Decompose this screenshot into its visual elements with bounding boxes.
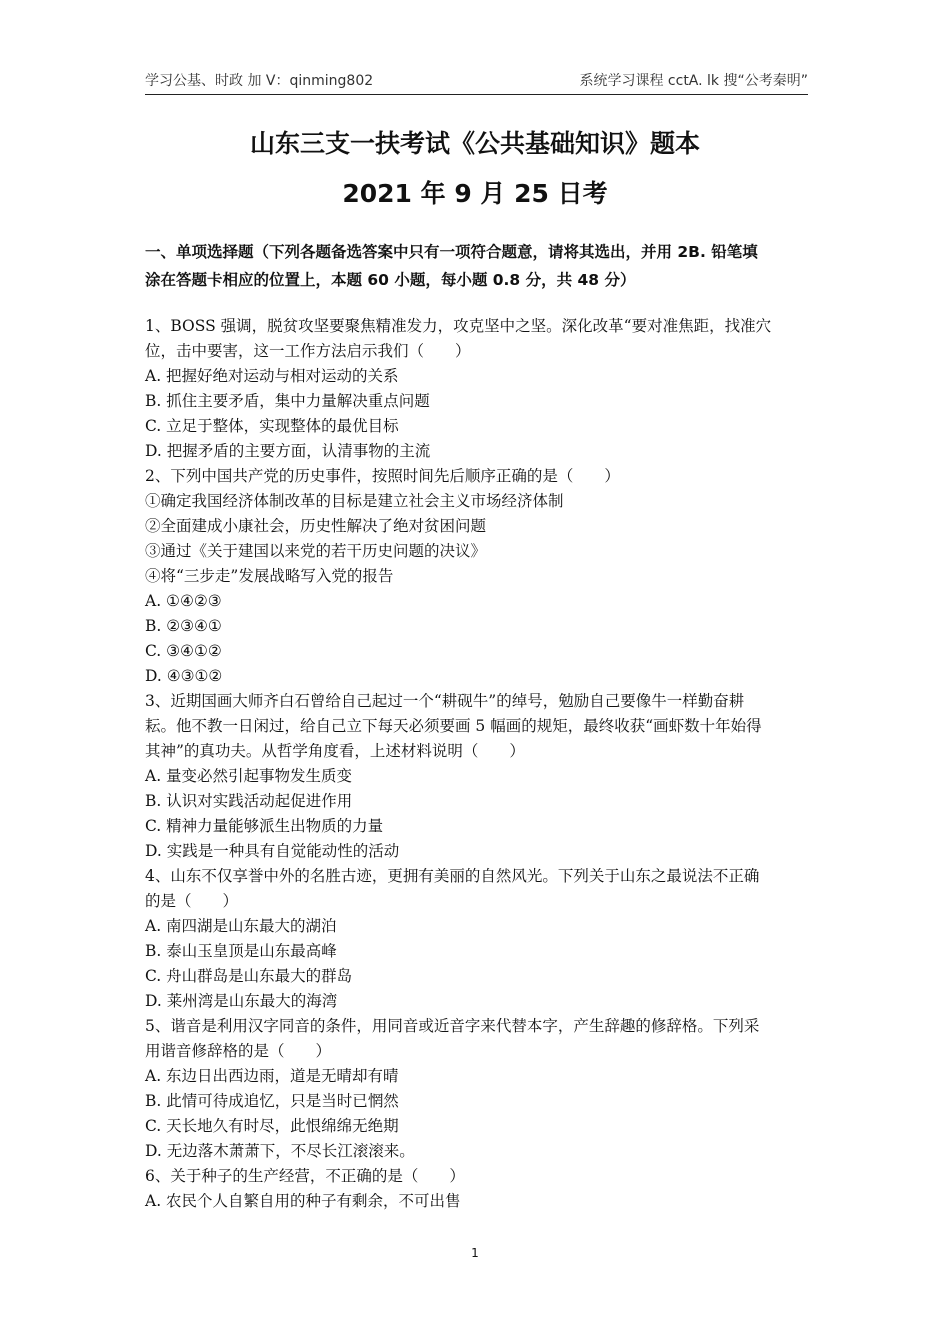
header-left-text: 学习公基、时政 加 V：qinming802 xyxy=(145,73,374,89)
text-line: 5、谐音是利用汉字同音的条件，用同音或近音字来代替本字，产生辞趣的修辞格。下列采 xyxy=(145,1017,760,1035)
text-line: 1、BOSS 强调，脱贫攻坚要聚焦精准发力，攻克坚中之坚。深化改革“要对准焦距，找准穴 xyxy=(145,317,772,335)
text-line: A. ①④②③ xyxy=(145,592,222,610)
document-title: 山东三支一扶考试《公共基础知识》题本 xyxy=(249,129,700,158)
text-line: 6、关于种子的生产经营，不正确的是（ ） xyxy=(145,1167,465,1185)
text-line: C. 舟山群岛是山东最大的群岛 xyxy=(145,967,353,985)
text-line: C. 精神力量能够派生出物质的力量 xyxy=(145,817,384,835)
section-heading-line: 涂在答题卡相应的位置上，本题 60 小题，每小题 0.8 分，共 48 分） xyxy=(145,271,636,289)
page-number: 1 xyxy=(471,1246,479,1260)
question-list xyxy=(145,314,810,1214)
text-line: 用谐音修辞格的是（ ） xyxy=(145,1042,332,1060)
text-line: B. 此情可待成追忆，只是当时已惘然 xyxy=(145,1092,399,1110)
page-header xyxy=(145,66,808,95)
text-line: D. ④③①② xyxy=(145,667,223,685)
text-line: B. 认识对实践活动起促进作用 xyxy=(145,792,353,810)
text-line: 的是（ ） xyxy=(145,892,239,910)
text-line: ③通过《关于建国以来党的若干历史问题的决议》 xyxy=(145,542,487,560)
text-line: ②全面建成小康社会，历史性解决了绝对贫困问题 xyxy=(145,517,487,535)
text-line: C. 立足于整体，实现整体的最优目标 xyxy=(145,417,399,435)
text-line: B. 泰山玉皇顶是山东最高峰 xyxy=(145,942,337,960)
text-line: ④将“三步走”发展战略写入党的报告 xyxy=(145,567,394,585)
text-line: D. 把握矛盾的主要方面，认清事物的主流 xyxy=(145,442,431,460)
section-heading-line: 一、单项选择题（下列各题备选答案中只有一项符合题意，请将其选出，并用 2B. 铅笔填 xyxy=(145,243,758,261)
text-line: D. 实践是一种具有自觉能动性的活动 xyxy=(145,842,400,860)
text-line: 位，击中要害，这一工作方法启示我们（ ） xyxy=(145,342,471,360)
text-line: 其神”的真功夫。从哲学角度看，上述材料说明（ ） xyxy=(145,742,525,760)
text-line: A. 南四湖是山东最大的湖泊 xyxy=(145,917,337,935)
text-line: B. 抓住主要矛盾，集中力量解决重点问题 xyxy=(145,392,430,410)
text-line: A. 东边日出西边雨，道是无晴却有晴 xyxy=(145,1067,399,1085)
text-line: D. 无边落木萧萧下，不尽长江滚滚来。 xyxy=(145,1142,415,1160)
text-line: A. 把握好绝对运动与相对运动的关系 xyxy=(145,367,399,385)
text-line: C. ③④①② xyxy=(145,642,222,660)
text-line: C. 天长地久有时尽，此恨绵绵无绝期 xyxy=(145,1117,399,1135)
section-heading xyxy=(145,238,810,294)
text-line: ①确定我国经济体制改革的目标是建立社会主义市场经济体制 xyxy=(145,492,564,510)
document-date: 2021 年 9 月 25 日考 xyxy=(342,179,608,208)
text-line: 4、山东不仅享誉中外的名胜古迹，更拥有美丽的自然风光。下列关于山东之最说法不正确 xyxy=(145,867,760,885)
text-line: A. 农民个人自繁自用的种子有剩余，不可出售 xyxy=(145,1192,461,1210)
text-line: 2、下列中国共产党的历史事件，按照时间先后顺序正确的是（ ） xyxy=(145,467,620,485)
header-right-text: 系统学习课程 cctA. lk 搜“公考秦明” xyxy=(579,73,808,89)
text-line: A. 量变必然引起事物发生质变 xyxy=(145,767,353,785)
text-line: D. 莱州湾是山东最大的海湾 xyxy=(145,992,338,1010)
text-line: B. ②③④① xyxy=(145,617,222,635)
text-line: 3、近期国画大师齐白石曾给自己起过一个“耕砚牛”的绰号，勉励自己要像牛一样勤奋耕 xyxy=(145,692,745,710)
text-line: 耘。他不教一日闲过，给自己立下每天必须要画 5 幅画的规矩，最终收获“画虾数十年始得 xyxy=(145,717,762,735)
